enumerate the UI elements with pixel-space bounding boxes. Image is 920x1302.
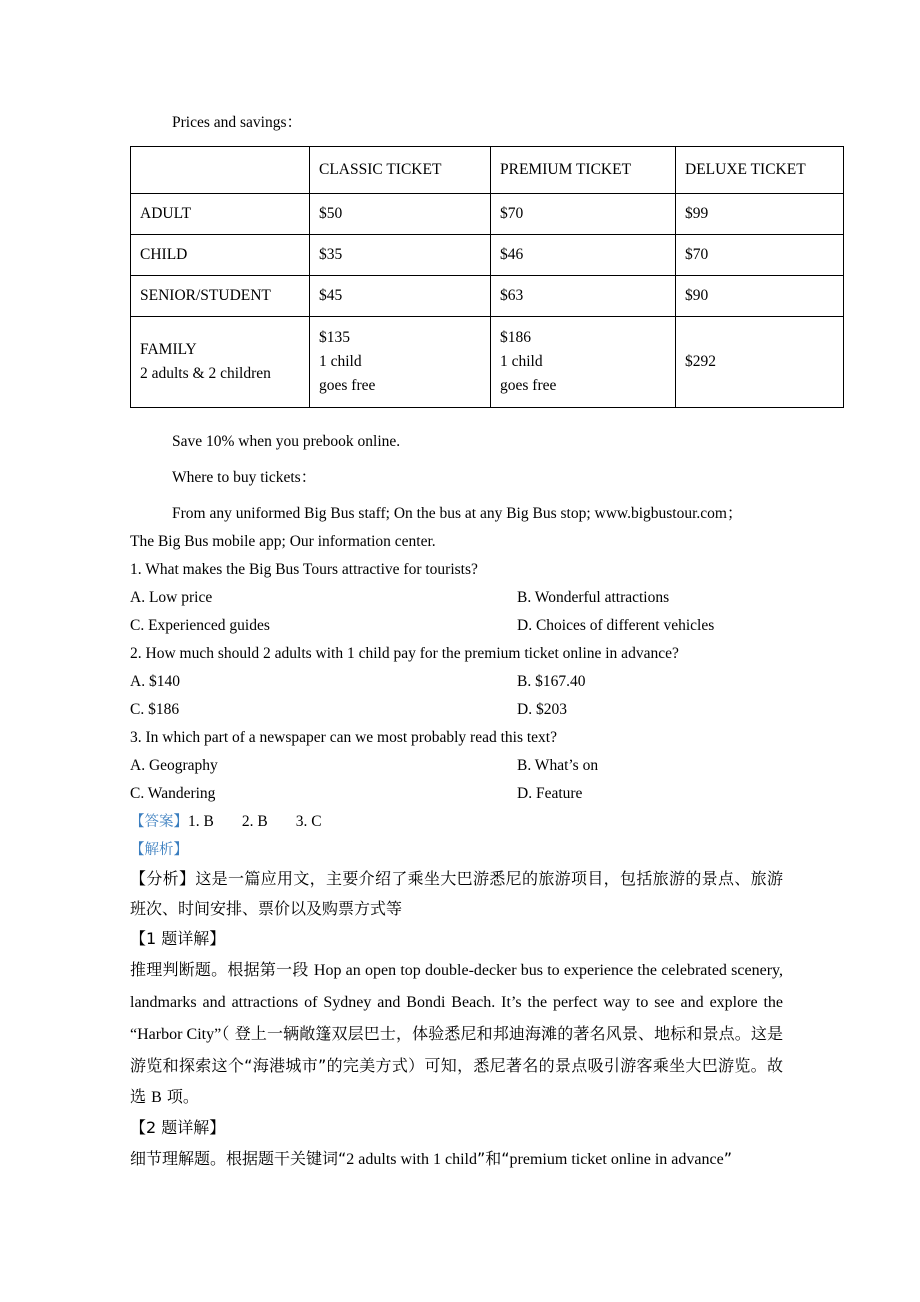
cell-child-label: CHILD xyxy=(131,235,310,276)
analysis-overview-tag: 【分析】 xyxy=(130,869,196,888)
answer-2: 2. B xyxy=(241,813,268,830)
cell-senior-label: SENIOR/STUDENT xyxy=(131,276,310,317)
answer-line xyxy=(130,808,783,836)
detail-2-heading: 【2 题详解】 xyxy=(130,1118,226,1137)
cell-family-premium-line2: 1 child xyxy=(500,353,543,370)
cell-child-classic: $35 xyxy=(310,235,491,276)
question-3-option-a[interactable]: A. Geography xyxy=(130,757,218,774)
table-row xyxy=(131,194,844,235)
question-3-options-row-1 xyxy=(130,752,783,780)
where-to-buy-line-1: From any uniformed Big Bus staff; On the bus at any Big Bus stop; www.bigbustour.com； xyxy=(172,505,743,522)
question-2-option-a[interactable]: A. $140 xyxy=(130,673,180,690)
cell-family-premium-line1: $186 xyxy=(500,329,531,346)
table-header-cell-classic: CLASSIC TICKET xyxy=(310,147,491,194)
cell-family-classic xyxy=(310,317,491,408)
question-3-options-row-2 xyxy=(130,780,783,808)
cell-family-classic-line1: $135 xyxy=(319,329,350,346)
cell-child-premium: $46 xyxy=(491,235,676,276)
question-1-option-d[interactable]: D. Choices of different vehicles xyxy=(517,617,715,634)
question-3-option-d[interactable]: D. Feature xyxy=(517,785,583,802)
question-1-option-a[interactable]: A. Low price xyxy=(130,589,213,606)
question-1-options-row-1 xyxy=(130,584,783,612)
answer-3: 3. C xyxy=(295,813,322,830)
detail-1-english-quote: Hop an open top double-decker bus to experience the celebrated scenery, landmarks and attractions of Sydney and Bondi Beach. It’s the perfect way to see and explore the “Harbor City” xyxy=(130,962,783,1043)
question-2-option-c[interactable]: C. $186 xyxy=(130,701,180,718)
cell-family-label xyxy=(131,317,310,408)
cell-family-deluxe: $292 xyxy=(676,317,844,408)
detail-1-body xyxy=(130,954,783,1113)
document-content xyxy=(130,110,806,1175)
where-to-buy-label: Where to buy tickets： xyxy=(172,469,317,486)
question-1-option-b[interactable]: B. Wonderful attractions xyxy=(517,589,670,606)
question-3-option-b[interactable]: B. What’s on xyxy=(517,757,599,774)
cell-adult-premium: $70 xyxy=(491,194,676,235)
save-note: Save 10% when you prebook online. xyxy=(172,433,401,450)
question-1-options-row-2 xyxy=(130,612,783,640)
cell-adult-deluxe: $99 xyxy=(676,194,844,235)
table-header-cell-deluxe: DELUXE TICKET xyxy=(676,147,844,194)
question-2-option-d[interactable]: D. $203 xyxy=(517,701,567,718)
question-2-stem: 2. How much should 2 adults with 1 child pay for the premium ticket online in advance? xyxy=(130,645,679,662)
cell-family-premium xyxy=(491,317,676,408)
detail-1-heading: 【1 题详解】 xyxy=(130,929,226,948)
cell-senior-deluxe: $90 xyxy=(676,276,844,317)
detail-1-answer-letter: B xyxy=(151,1089,162,1106)
table-header-row xyxy=(131,147,844,194)
cell-senior-classic: $45 xyxy=(310,276,491,317)
where-to-buy-line-2: The Big Bus mobile app; Our information center. xyxy=(130,533,436,550)
detail-2-body xyxy=(130,1143,783,1175)
detail-2-cn-open: 细节理解题。根据题干关键词“ xyxy=(130,1149,347,1168)
question-3-option-c[interactable]: C. Wandering xyxy=(130,785,216,802)
detail-1-cn-mid: （ 登上一辆敞篷双层巴士，体验悉尼和邦迪海滩的著名风景、地标和景点。这是游览和探索这个“海港城市”的完美方式）可知，悉尼著名的景点吸引游客乘坐大巴游览。故选 xyxy=(130,1024,784,1106)
ticket-price-table xyxy=(130,146,844,408)
question-2-options-row-2 xyxy=(130,696,783,724)
cell-family-classic-line3: goes free xyxy=(319,377,376,394)
prices-and-savings-label: Prices and savings： xyxy=(172,114,303,131)
cell-family-classic-line2: 1 child xyxy=(319,353,362,370)
cell-adult-label: ADULT xyxy=(131,194,310,235)
detail-2-english-quote-2: premium ticket online in advance xyxy=(509,1151,724,1168)
cell-family-premium-line3: goes free xyxy=(500,377,557,394)
cell-family-label-line2: 2 adults & 2 children xyxy=(140,365,271,382)
question-3-stem: 3. In which part of a newspaper can we most probably read this text? xyxy=(130,729,557,746)
question-2-options-row-1 xyxy=(130,668,783,696)
cell-child-deluxe: $70 xyxy=(676,235,844,276)
table-row xyxy=(131,235,844,276)
table-row xyxy=(131,276,844,317)
analysis-overview-text: 这是一篇应用文，主要介绍了乘坐大巴游悉尼的旅游项目，包括旅游的景点、旅游班次、时间安排、票价以及购票方式等 xyxy=(130,869,783,918)
cell-family-label-line1: FAMILY xyxy=(140,341,197,358)
detail-1-cn-end: 项。 xyxy=(161,1087,199,1106)
cell-adult-classic: $50 xyxy=(310,194,491,235)
question-1-option-c[interactable]: C. Experienced guides xyxy=(130,617,270,634)
analysis-line xyxy=(130,836,783,864)
analysis-tag: 【解析】 xyxy=(130,842,188,858)
answer-tag: 【答案】 xyxy=(130,814,188,830)
table-header-cell-blank xyxy=(131,147,310,194)
question-2-option-b[interactable]: B. $167.40 xyxy=(517,673,586,690)
answer-1: 1. B xyxy=(188,813,214,830)
cell-senior-premium: $63 xyxy=(491,276,676,317)
analysis-overview xyxy=(130,864,783,924)
detail-1-cn-open: 推理判断题。根据第一段 xyxy=(130,960,314,979)
detail-2-cn-end: ” xyxy=(723,1149,732,1168)
table-header-cell-premium: PREMIUM TICKET xyxy=(491,147,676,194)
table-row xyxy=(131,317,844,408)
detail-2-cn-mid: ”和“ xyxy=(476,1149,510,1168)
question-1-stem: 1. What makes the Big Bus Tours attractive for tourists? xyxy=(130,561,478,578)
detail-2-english-quote-1: 2 adults with 1 child xyxy=(346,1151,477,1168)
